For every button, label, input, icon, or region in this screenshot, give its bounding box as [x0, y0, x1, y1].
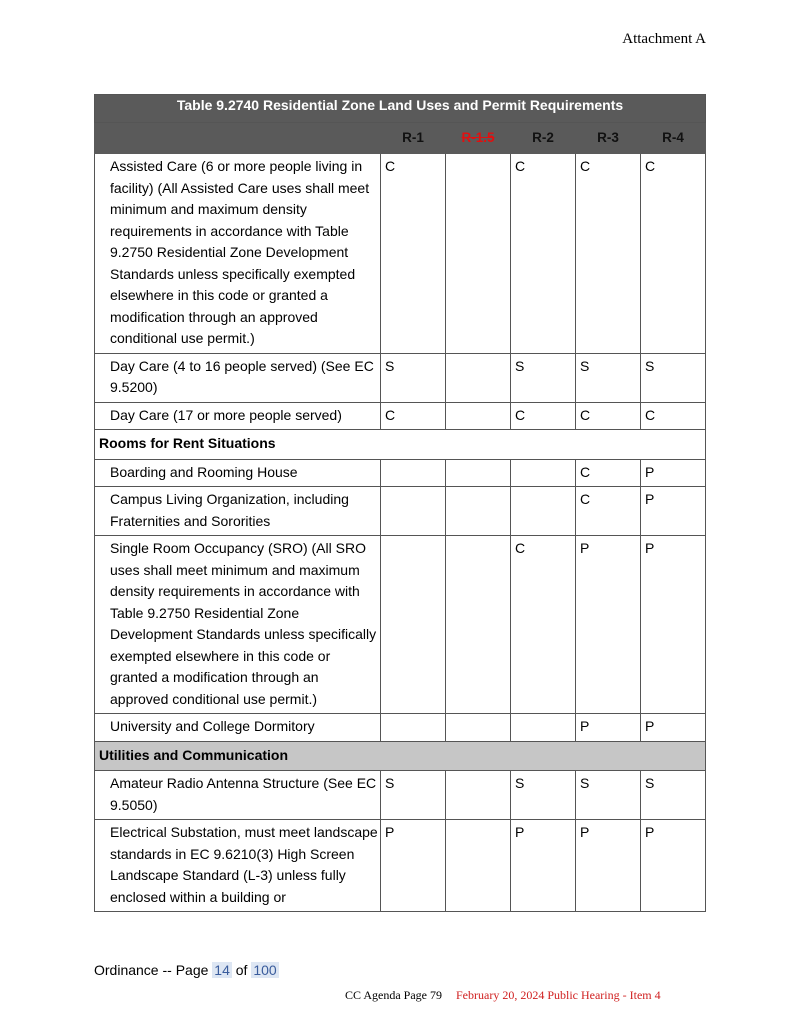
land-use-cell: Amateur Radio Antenna Structure (See EC 9.5050)	[95, 771, 381, 820]
zone-header-r1: R-1	[381, 123, 446, 154]
permit-cell: S	[576, 771, 641, 820]
zone-header-r2: R-2	[511, 123, 576, 154]
permit-cell: S	[511, 353, 576, 402]
table-title: Table 9.2740 Residential Zone Land Uses and Permit Requirements	[95, 95, 706, 123]
section-row	[95, 741, 706, 771]
permit-cell: P	[641, 536, 706, 714]
permit-cell	[446, 714, 511, 742]
permit-cell	[511, 459, 576, 487]
permit-cell	[446, 402, 511, 430]
section-heading: Rooms for Rent Situations	[95, 430, 706, 460]
section-row	[95, 430, 706, 460]
permit-cell: C	[511, 154, 576, 354]
page-number: 14	[214, 962, 230, 978]
permit-cell	[446, 820, 511, 912]
permit-cell	[446, 353, 511, 402]
land-use-cell: University and College Dormitory	[95, 714, 381, 742]
table-row	[95, 154, 706, 354]
permit-cell: C	[576, 487, 641, 536]
permit-cell: C	[576, 459, 641, 487]
permit-cell: P	[576, 536, 641, 714]
permit-cell: C	[576, 402, 641, 430]
permit-cell: C	[511, 536, 576, 714]
permit-cell	[446, 771, 511, 820]
permit-cell: C	[381, 402, 446, 430]
land-use-cell: Electrical Substation, must meet landscape standards in EC 9.6210(3) High Screen Landscape Standard (L-3) unless fully enclosed within a building or	[95, 820, 381, 912]
table-row	[95, 820, 706, 912]
permit-cell	[446, 459, 511, 487]
permit-cell: P	[641, 459, 706, 487]
permit-cell: S	[381, 353, 446, 402]
permit-cell: P	[576, 820, 641, 912]
table-row	[95, 771, 706, 820]
section-heading: Utilities and Communication	[95, 741, 706, 771]
land-use-cell: Campus Living Organization, including Fraternities and Sororities	[95, 487, 381, 536]
permit-cell: S	[381, 771, 446, 820]
permit-cell	[381, 459, 446, 487]
land-use-cell: Day Care (17 or more people served)	[95, 402, 381, 430]
land-use-cell: Assisted Care (6 or more people living in facility) (All Assisted Care uses shall meet minimum and maximum density requirements in accordance with Table 9.2750 Residential Zone Development Standards unless specifically exempted elsewhere in this code or granted a modification through an approved conditional use permit.)	[95, 154, 381, 354]
permit-cell	[381, 487, 446, 536]
permit-cell: P	[641, 820, 706, 912]
permit-cell	[381, 536, 446, 714]
table-row	[95, 714, 706, 742]
zone-header-r1-5: R-1.5	[446, 123, 511, 154]
land-use-cell: Boarding and Rooming House	[95, 459, 381, 487]
permit-cell: C	[381, 154, 446, 354]
permit-cell: C	[511, 402, 576, 430]
permit-cell: S	[641, 353, 706, 402]
table-row	[95, 402, 706, 430]
permit-cell: C	[576, 154, 641, 354]
permit-cell	[446, 536, 511, 714]
permit-cell	[381, 714, 446, 742]
permit-cell	[446, 487, 511, 536]
table-row	[95, 353, 706, 402]
zone-header-row	[95, 123, 706, 154]
ordinance-label: Ordinance -- Page	[94, 962, 209, 978]
zone-header-r3: R-3	[576, 123, 641, 154]
land-use-table	[94, 94, 706, 912]
table-row	[95, 459, 706, 487]
zone-header-blank	[95, 123, 381, 154]
agenda-page: CC Agenda Page 79	[345, 988, 442, 1002]
permit-cell: P	[511, 820, 576, 912]
permit-cell: C	[641, 154, 706, 354]
land-use-cell: Day Care (4 to 16 people served) (See EC 9.5200)	[95, 353, 381, 402]
attachment-label: Attachment A	[622, 31, 706, 47]
zone-header-r4: R-4	[641, 123, 706, 154]
permit-cell	[511, 487, 576, 536]
land-use-cell: Single Room Occupancy (SRO) (All SRO uses shall meet minimum and maximum density requirements in accordance with Table 9.2750 Residential Zone Development Standards unless specifically exempted elsewhere in this code or granted a modification through an approved conditional use permit.)	[95, 536, 381, 714]
permit-cell: S	[641, 771, 706, 820]
permit-cell: S	[511, 771, 576, 820]
permit-cell: P	[641, 487, 706, 536]
permit-cell: P	[641, 714, 706, 742]
permit-cell	[511, 714, 576, 742]
permit-cell: P	[381, 820, 446, 912]
hearing-label: February 20, 2024 Public Hearing - Item 4	[456, 988, 661, 1002]
permit-cell: C	[641, 402, 706, 430]
table-body	[95, 154, 706, 912]
permit-cell: P	[576, 714, 641, 742]
permit-cell	[446, 154, 511, 354]
table-row	[95, 487, 706, 536]
agenda-footer	[345, 988, 661, 1003]
of-label: of	[235, 962, 248, 978]
page-total: 100	[253, 962, 277, 978]
permit-cell: S	[576, 353, 641, 402]
table-row	[95, 536, 706, 714]
page-footer	[94, 962, 279, 978]
